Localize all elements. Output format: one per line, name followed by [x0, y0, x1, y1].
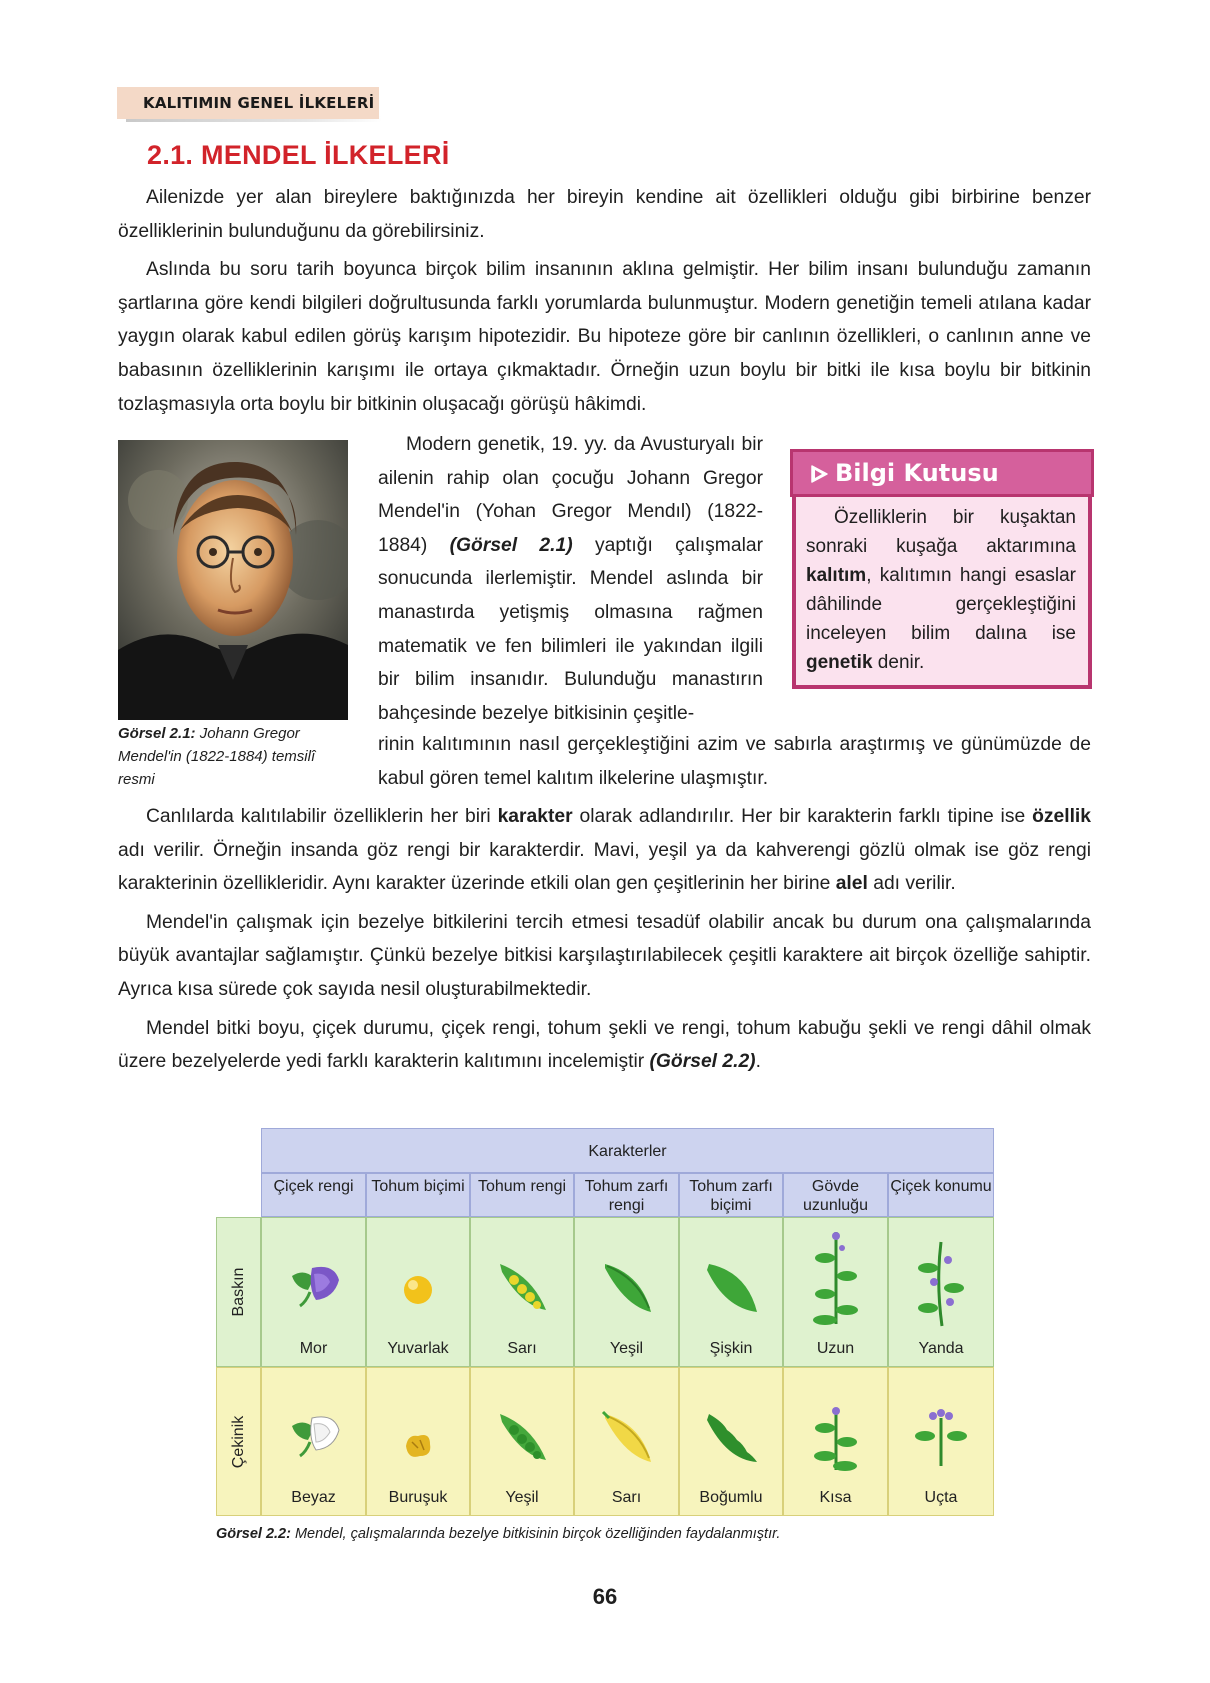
lower-text: [118, 800, 1091, 1084]
paragraph-6: [118, 1012, 1091, 1079]
bio-text-b: yaptığı çalışmalar sonucunda ilerlemiştir. Mendel aslında bir manastırda yetişmiş olmasına rağmen matematik ve fen bilimleri ile yakından ilgili bir bilim insanıdır. Bulunduğu manastırın bahçesinde bezelye bitkisinin çeşitle-: [378, 534, 763, 724]
table-cell: [366, 1217, 470, 1367]
page-number: 66: [592, 1584, 618, 1609]
column-header: Tohum zarfı rengi: [574, 1173, 679, 1217]
table-cell: [783, 1217, 888, 1367]
column-header: Tohum rengi: [470, 1173, 574, 1217]
trait-value: Uçta: [924, 1489, 958, 1506]
figure-2-ref: (Görsel 2.2): [649, 1051, 756, 1073]
p4-c: adı verilir. Örneğin insanda göz rengi bir karakterdir. Mavi, yeşil ya da kahverengi gözlü olmak ise göz rengi karakterinin özellikleridir. Aynı karakter üzerinde etkili olan gen çeşitlerinin her birine: [118, 839, 1091, 895]
table-cell: [470, 1217, 574, 1367]
table-cell: [261, 1367, 366, 1516]
p4-b: olarak adlandırılır. Her bir karakterin farklı tipine ise: [572, 806, 1033, 827]
table-cell: [574, 1217, 679, 1367]
traits-table: [216, 1128, 994, 1516]
table-cell: [679, 1367, 783, 1516]
table-cell: [679, 1217, 783, 1367]
round-seed-icon: [398, 1270, 438, 1310]
term-genetik: genetik: [806, 652, 873, 673]
white-flower-icon: [284, 1408, 344, 1458]
bio-text-a: Modern genetik, 19. yy. da Avusturyalı bir ailenin rahip olan çocuğu Johann Gregor Mendel'in (Yohan Gregor Mendıl) (1822-1884): [378, 434, 763, 556]
term-kalitim: kalıtım: [806, 565, 867, 586]
trait-value: Yeşil: [609, 1340, 644, 1357]
row-label-dominant: [216, 1217, 261, 1367]
mendel-portrait: [118, 440, 348, 720]
table-cell: [888, 1217, 994, 1367]
trait-value: Kısa: [819, 1489, 852, 1506]
table-cell: [783, 1367, 888, 1516]
column-header: Çiçek konumu: [888, 1173, 994, 1217]
figure-1-caption-text: Johann Gregor Mendel'in (1822-1884) temsilî resmi: [118, 725, 316, 788]
table-cell: [470, 1367, 574, 1516]
trait-value: Buruşuk: [388, 1489, 448, 1506]
paragraph-5: Mendel'in çalışmak için bezelye bitkilerini tercih etmesi tesadüf olabilir ancak bu durum ona çalışmalarında büyük avantajlar sağlamıştır. Çünkü bezelye bitkisi karşılaştırılabilecek çeşitli karaktere ait birçok özelliğe sahiptir. Ayrıca kısa sürede çok sayıda nesil oluşturabilmektedir.: [118, 911, 1091, 1000]
row-label-text: Baskın: [229, 1267, 247, 1317]
column-header: Gövde uzunluğu: [783, 1173, 888, 1217]
page-title: 2.1. MENDEL İLKELERİ: [147, 140, 450, 170]
table-cell: [574, 1367, 679, 1516]
column-header: Çiçek rengi: [261, 1173, 366, 1217]
terminal-flower-plant-icon: [913, 1408, 969, 1468]
term-alel: alel: [835, 873, 868, 895]
wrinkled-seed-icon: [398, 1426, 438, 1466]
axial-flower-plant-icon: [916, 1238, 966, 1328]
column-header: Tohum zarfı biçimi: [679, 1173, 783, 1217]
trait-value: Beyaz: [291, 1489, 336, 1506]
p6-b: .: [755, 1051, 761, 1073]
info-box-header: [790, 449, 1094, 497]
trait-value: Şişkin: [709, 1340, 753, 1357]
trait-value: Sarı: [507, 1340, 537, 1357]
figure-2-caption: [216, 1526, 780, 1542]
tall-plant-icon: [811, 1228, 861, 1328]
paragraph-2: Aslında bu soru tarih boyunca birçok bilim insanının aklına gelmiştir. Her bilim insanı bulunduğu zamanın şartlarına göre kendi bilgileri doğrultusunda farklı yorumlarda bulunmuştur. Modern genetiğin temeli atılana kadar yaygın olarak kabul edilen görüş karışım hipotezidir. Bu hipoteze göre bir canlının özellikleri, o canlının anne ve babasının özelliklerinin karışımı ile ortaya çıkmaktadır. Örneğin uzun boylu bir bitki ile kısa boylu bir bitkinin tozlaşmasıyla orta boylu bir bitkinin oluşacağı görüşü hâkimdi.: [118, 259, 1091, 415]
trait-value: Yeşil: [505, 1489, 539, 1506]
trait-value: Uzun: [816, 1340, 855, 1357]
info-text-b: , kalıtımın hangi esaslar dâhilinde gerçekleştiğini inceleyen bilim dalına ise: [806, 565, 1076, 644]
info-box-title: Bilgi Kutusu: [835, 459, 999, 487]
term-ozellik: özellik: [1032, 806, 1092, 827]
table-cell: [366, 1367, 470, 1516]
term-karakter: karakter: [497, 806, 573, 827]
purple-flower-icon: [284, 1258, 344, 1308]
trait-value: Yanda: [918, 1340, 964, 1357]
figure-1-caption-label: Görsel 2.1:: [118, 725, 196, 742]
figure-2-caption-label: Görsel 2.2:: [216, 1526, 291, 1542]
p4-d: adı verilir.: [867, 873, 956, 895]
mendel-bio-text: [378, 428, 763, 730]
open-pod-green-peas-icon: [492, 1408, 552, 1468]
short-plant-icon: [811, 1404, 861, 1474]
figure-1-ref: (Görsel 2.1): [449, 534, 573, 556]
play-arrow-icon: [809, 464, 829, 484]
column-header: Tohum biçimi: [366, 1173, 470, 1217]
row-label-text: Çekinik: [229, 1415, 247, 1468]
figure-1-caption: [118, 722, 348, 791]
yellow-pod-icon: [597, 1408, 657, 1468]
open-pod-yellow-peas-icon: [492, 1258, 552, 1318]
green-pod-icon: [597, 1258, 657, 1318]
row-label-recessive: [216, 1367, 261, 1516]
paragraph-4: [118, 800, 1091, 901]
paragraph-1: Ailenizde yer alan bireylere baktığınızda her bireyin kendine ait özellikleri olduğu gibi birbirine benzer özelliklerinin bulunduğunu da görebilirsiniz.: [118, 187, 1091, 242]
info-text-c: denir.: [872, 652, 925, 673]
trait-value: Yuvarlak: [387, 1340, 449, 1357]
trait-value: Mor: [299, 1340, 328, 1357]
table-cell: [888, 1367, 994, 1516]
p4-a: Canlılarda kalıtılabilir özelliklerin her biri: [146, 806, 498, 827]
trait-value: Boğumlu: [699, 1489, 763, 1506]
info-box-body: [806, 503, 1076, 677]
inflated-pod-icon: [701, 1258, 761, 1318]
table-header: Karakterler: [261, 1128, 994, 1173]
info-text-a: Özelliklerin bir kuşaktan sonraki kuşağa aktarımına: [806, 507, 1076, 557]
constricted-pod-icon: [701, 1408, 761, 1468]
trait-value: Sarı: [611, 1489, 642, 1506]
figure-2-caption-text: Mendel, çalışmalarında bezelye bitkisinin birçok özelliğinden faydalanmıştır.: [290, 1526, 781, 1542]
intro-text: [118, 181, 1091, 421]
section-tab: KALITIMIN GENEL İLKELERİ: [117, 87, 379, 119]
bio-text-continued: rinin kalıtımının nasıl gerçekleştiğini azim ve sabırla araştırmış ve günümüzde de kabul gören temel kalıtım ilkelerine ulaşmıştır.: [378, 734, 1091, 789]
table-cell: [261, 1217, 366, 1367]
p6-a: Mendel bitki boyu, çiçek durumu, çiçek rengi, tohum şekli ve rengi, tohum kabuğu şekli ve rengi dâhil olmak üzere bezelyelerde yedi farklı karakterin kalıtımını incelemiştir: [118, 1017, 1091, 1073]
